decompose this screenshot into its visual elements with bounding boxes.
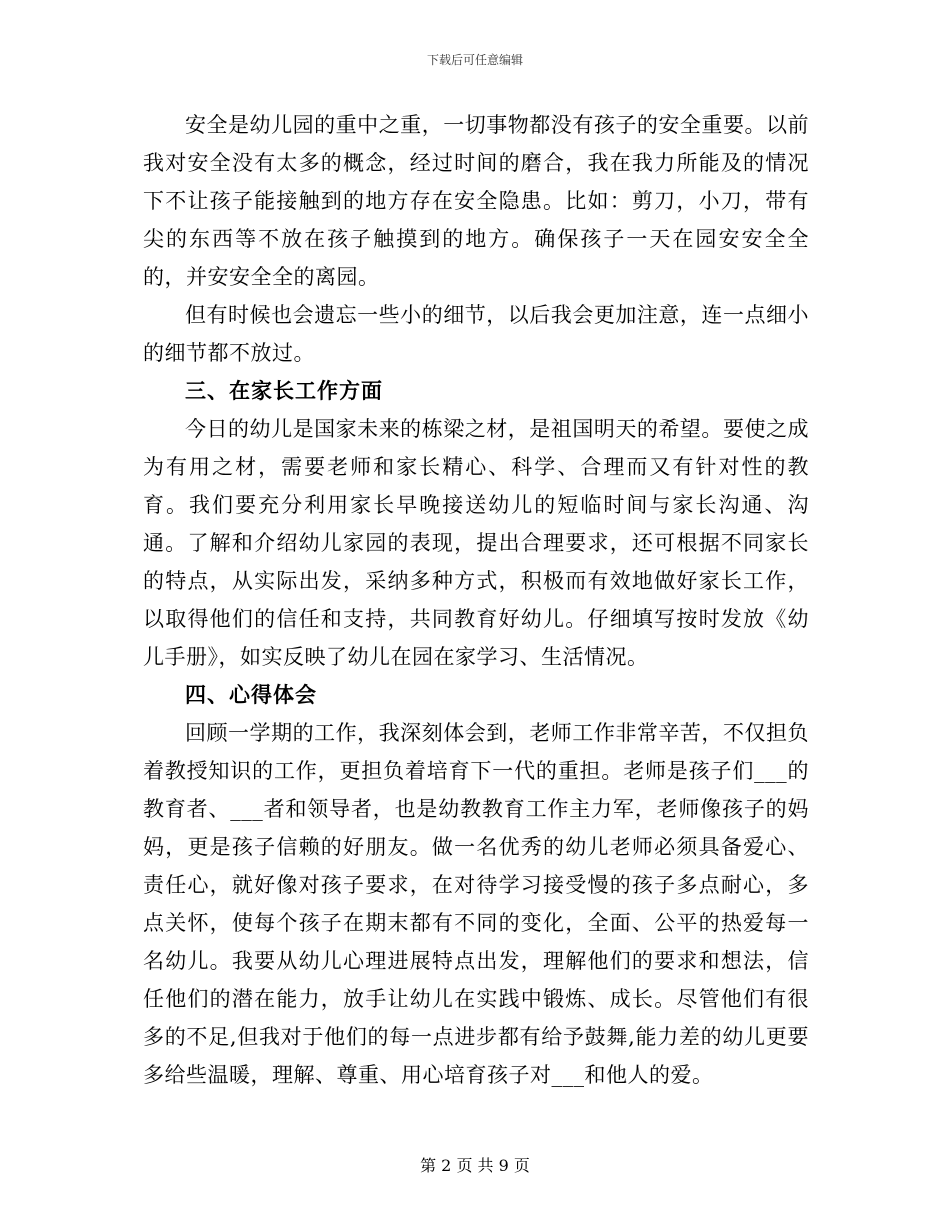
page-header: 下载后可任意编辑	[426, 53, 523, 67]
section-heading-parents: 三、在家长工作方面	[185, 379, 383, 403]
section-heading-reflection: 四、心得体会	[185, 683, 317, 707]
paragraph-details: 但有时候也会遗忘一些小的细节，以后我会更加注意，连一点细小的细节都不放过。	[143, 303, 809, 365]
paragraph-reflection: 回顾一学期的工作，我深刻体会到，老师工作非常辛苦，不仅担负着教授知识的工作，更担负着培育下一代的重担。老师是孩子们___的教育者、___者和领导者，也是幼教教育工作主力军，老师像孩子的妈妈，更是孩子信赖的好朋友。做一名优秀的幼儿老师必须具备爱心、责任心，就好像对孩子要求，在对待学习接受慢的孩子多点耐心，多点关怀，使每个孩子在期末都有不同的变化，全面、公平的热爱每一名幼儿。我要从幼儿心理进展特点出发，理解他们的要求和想法，信任他们的潜在能力，放手让幼儿在实践中锻炼、成长。尽管他们有很多的不足,但我对于他们的每一点进步都有给予鼓舞,能力差的幼儿更要多给些温暖，理解、尊重、用心培育孩子对___和他人的爱。	[143, 721, 809, 1087]
paragraph-parents: 今日的幼儿是国家未来的栋梁之材，是祖国明天的希望。要使之成为有用之材，需要老师和家长精心、科学、合理而又有针对性的教育。我们要充分利用家长早晚接送幼儿的短临时间与家长沟通、沟通。了解和介绍幼儿家园的表现，提出合理要求，还可根据不同家长的特点，从实际出发，采纳多种方式，积极而有效地做好家长工作，以取得他们的信任和支持，共同教育好幼儿。仔细填写按时发放《幼儿手册》，如实反映了幼儿在园在家学习、生活情况。	[143, 417, 809, 669]
paragraph-safety: 安全是幼儿园的重中之重，一切事物都没有孩子的安全重要。以前我对安全没有太多的概念，经过时间的磨合，我在我力所能及的情况下不让孩子能接触到的地方存在安全隐患。比如：剪刀，小刀，带有尖的东西等不放在孩子触摸到的地方。确保孩子一天在园安安全全的，并安安全全的离园。	[143, 113, 809, 289]
document-body	[143, 106, 809, 1094]
page-number-footer: 第 2 页 共 9 页	[420, 1156, 530, 1175]
